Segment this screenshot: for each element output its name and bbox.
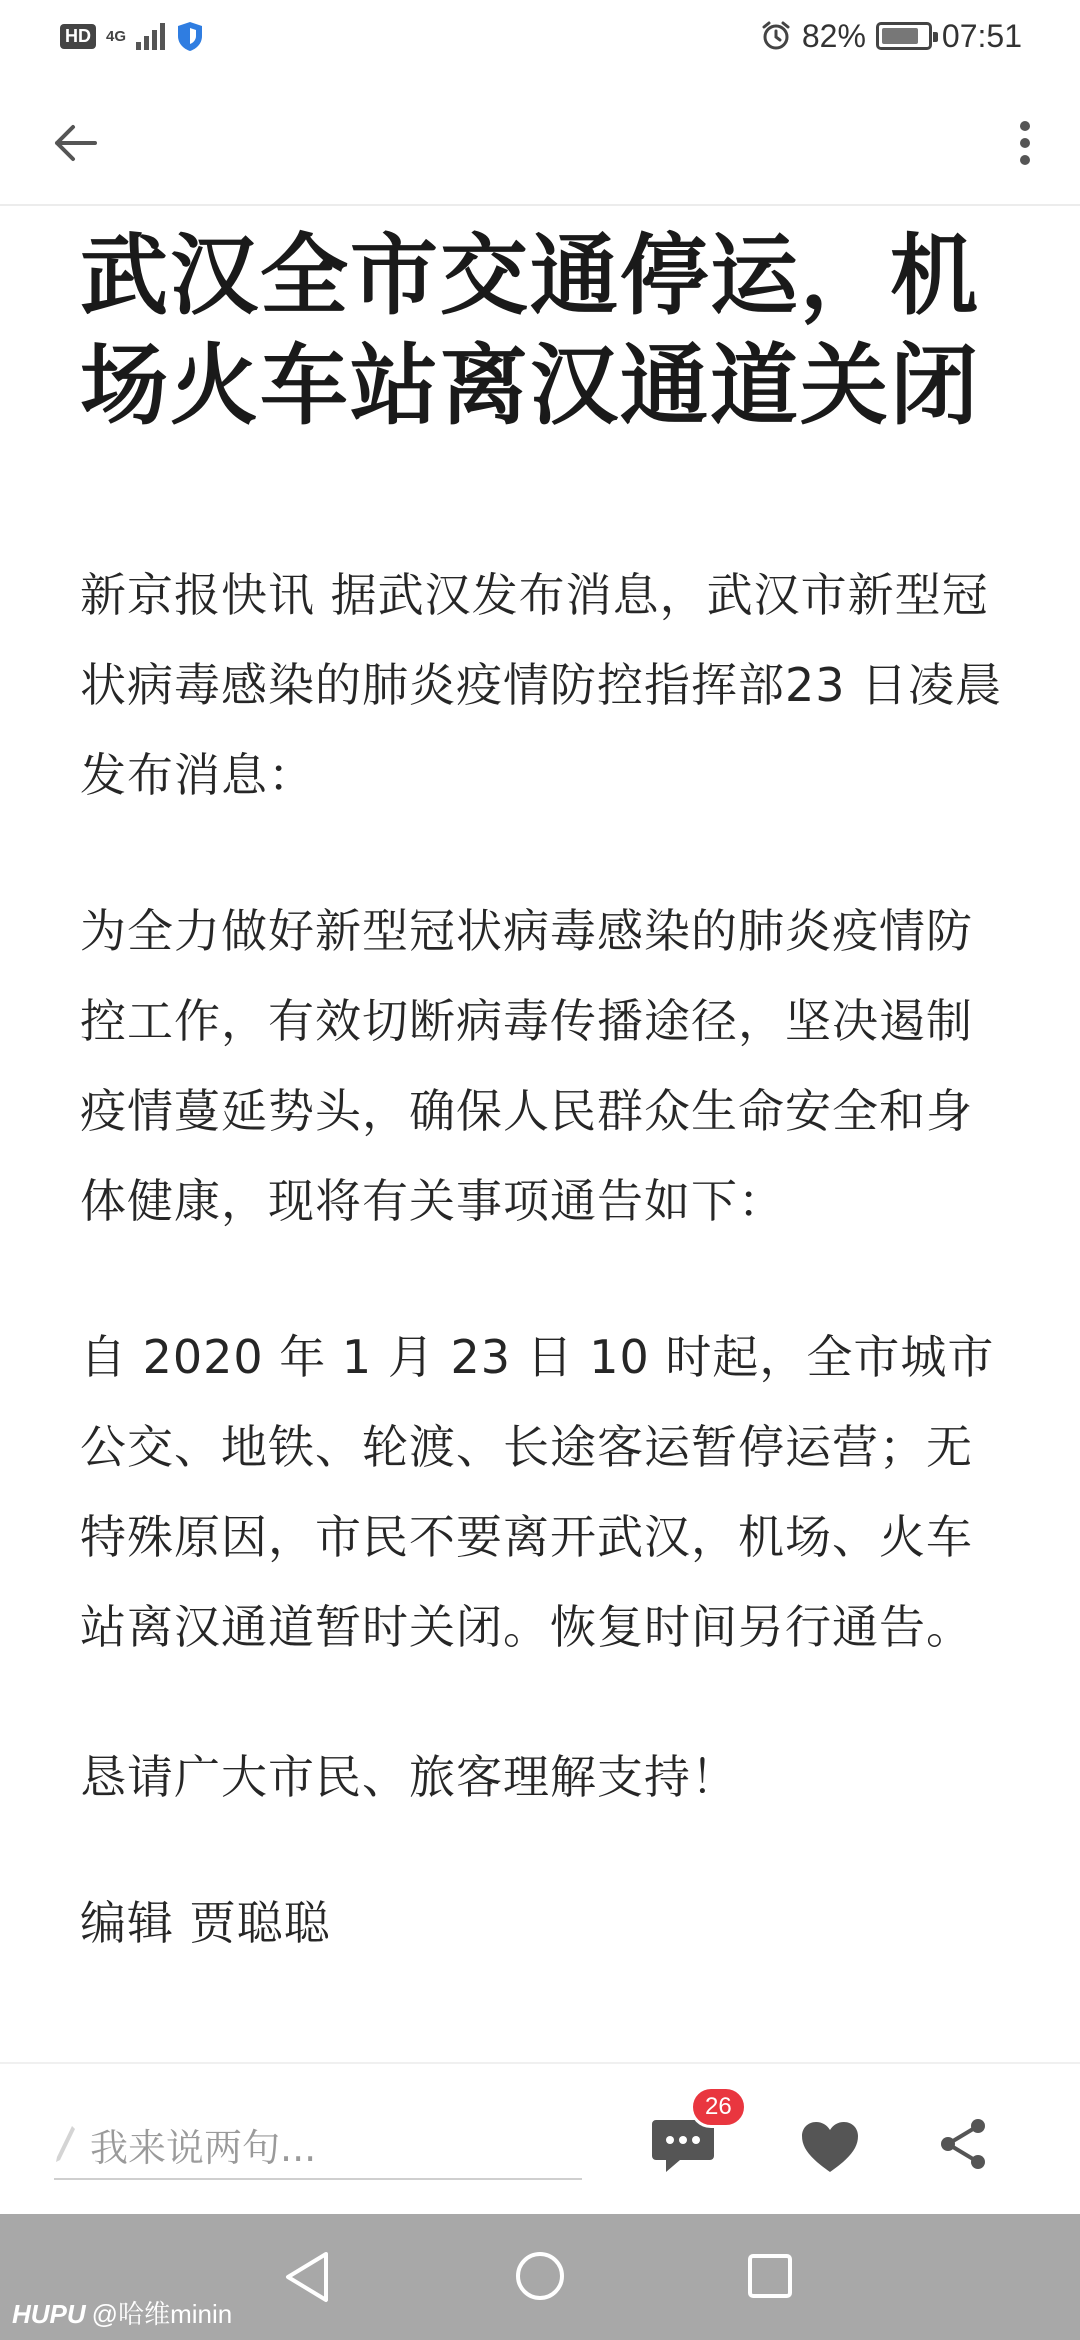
article-title: 武汉全市交通停运，机场火车站离汉通道关闭 [80, 223, 981, 437]
nav-recent-icon[interactable] [746, 2252, 794, 2300]
heart-icon [800, 2120, 860, 2174]
app-bar [0, 72, 1080, 206]
article [80, 206, 1010, 1968]
article-paragraph: 恳请广大市民、旅客理解支持！ [80, 1750, 738, 1804]
signal-icon [136, 22, 165, 50]
comment-input[interactable] [54, 2110, 582, 2180]
shield-icon [175, 20, 205, 52]
watermark [12, 2294, 232, 2331]
back-button[interactable] [40, 108, 110, 178]
comment-count-badge: 26 [690, 2086, 747, 2128]
nav-home-icon[interactable] [514, 2250, 566, 2302]
share-icon [938, 2116, 988, 2172]
battery-percent: 82% [801, 17, 866, 54]
action-bar [0, 2062, 1080, 2214]
article-paragraph: 为全力做好新型冠状病毒感染的肺炎疫情防控工作，有效切断病毒传播途径，坚决遏制疫情蔓延势头，确保人民群众生命安全和身体健康，现将有关事项通告如下： [80, 904, 973, 1228]
battery-icon [876, 22, 932, 50]
watermark-logo: HUPU [12, 2299, 86, 2329]
status-left [60, 20, 205, 52]
navigation-bar [0, 2214, 1080, 2340]
like-button[interactable] [800, 2120, 866, 2180]
more-vertical-icon [1019, 120, 1031, 166]
clock: 07:51 [941, 17, 1022, 54]
status-right [760, 18, 1022, 55]
share-button[interactable] [938, 2116, 998, 2180]
hd-badge: HD [60, 24, 96, 49]
more-options-button[interactable] [1000, 108, 1050, 178]
battery-level [882, 28, 918, 44]
pencil-icon [54, 2124, 76, 2164]
comment-placeholder: 我来说两句... [90, 2125, 317, 2170]
nav-back-icon[interactable] [282, 2250, 332, 2304]
network-type: 4G [106, 27, 127, 45]
status-bar [0, 0, 1080, 72]
alarm-icon [760, 20, 792, 52]
article-paragraph: 自 2020 年 1 月 23 日 10 时起，全市城市公交、地铁、轮渡、长途客运暂停运营；无特殊原因，市民不要离开武汉，机场、火车站离汉通道暂时关闭。恢复时间另行通告。 [80, 1330, 995, 1654]
article-paragraph: 新京报快讯 据武汉发布消息，武汉市新型冠状病毒感染的肺炎疫情防控指挥部23 日凌晨发布消息： [80, 568, 1003, 802]
watermark-handle: @哈维minin [91, 2299, 233, 2329]
arrow-left-icon [53, 123, 97, 163]
article-editor: 编辑 贾聪聪 [80, 1896, 331, 1950]
